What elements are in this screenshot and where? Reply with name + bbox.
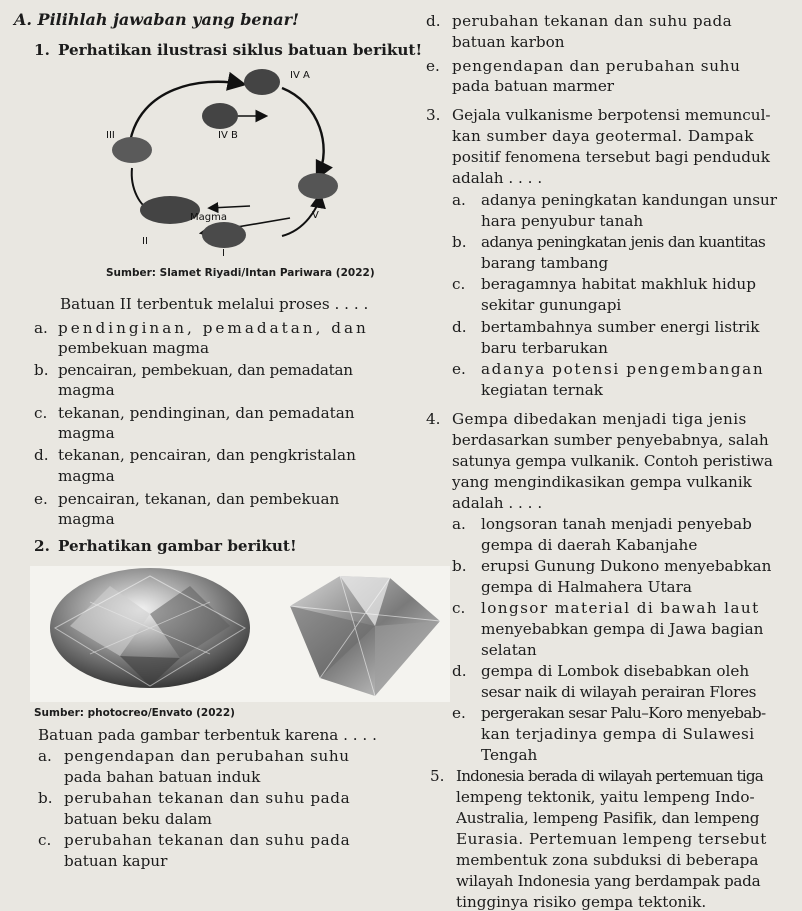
q2-option-b-line2[interactable]: batuan beku dalam — [64, 810, 212, 828]
q1-option-b-line2[interactable]: magma — [58, 381, 115, 399]
arrow-magma — [210, 206, 250, 208]
gem-photo — [30, 566, 450, 702]
q1-option-e-letter[interactable]: e. — [34, 490, 48, 508]
q4-stem-line2: berdasarkan sumber penyebabnya, salah — [452, 431, 769, 449]
q2-option-e-line1[interactable]: pengendapan dan perubahan suhu — [452, 57, 741, 75]
q3-option-a-line2[interactable]: hara penyubur tanah — [481, 212, 644, 230]
q1-option-d-line1[interactable]: tekanan, pencairan, dan pengkristalan — [58, 446, 356, 464]
q4-option-c-letter[interactable]: c. — [452, 599, 466, 617]
q4-option-b-letter[interactable]: b. — [452, 557, 467, 575]
q4-option-d-line2[interactable]: sesar naik di wilayah perairan Flores — [481, 683, 757, 701]
q3-option-d-line2[interactable]: baru terbarukan — [481, 339, 608, 357]
q1-number: 1. — [34, 41, 50, 59]
q4-option-c-line1[interactable]: longsor material di bawah laut — [481, 599, 760, 617]
q5-stem-line6: wilayah Indonesia yang berdampak pada — [456, 872, 761, 890]
q4-stem-line3: satunya gempa vulkanik. Contoh peristiwa — [452, 452, 773, 470]
q3-option-c-line2[interactable]: sekitar gunungapi — [481, 296, 622, 314]
q3-option-b-line2[interactable]: barang tambang — [481, 254, 609, 272]
q5-stem-line3: Australia, lempeng Pasifik, dan lempeng — [456, 809, 760, 827]
q3-stem-line4: adalah . . . . — [452, 169, 543, 187]
section-heading: A. Pilihlah jawaban yang benar! — [14, 10, 300, 29]
label-iii: III — [106, 130, 115, 141]
label-ivb: IV B — [218, 130, 238, 141]
q1-option-e-line2[interactable]: magma — [58, 510, 115, 528]
q1-option-e-line1[interactable]: pencairan, tekanan, dan pembekuan — [58, 490, 340, 508]
q2-option-a-letter[interactable]: a. — [38, 747, 52, 765]
q2-option-d-letter[interactable]: d. — [426, 12, 441, 30]
q5-number: 5. — [430, 767, 445, 785]
node-ivb — [202, 103, 238, 129]
q1-option-a-letter[interactable]: a. — [34, 319, 48, 337]
q3-option-e-letter[interactable]: e. — [452, 360, 466, 378]
q4-option-e-line1[interactable]: pergerakan sesar Palu–Koro menyebab- — [481, 704, 766, 722]
q4-option-c-line2[interactable]: menyebabkan gempa di Jawa bagian — [481, 620, 764, 638]
q4-option-b-line2[interactable]: gempa di Halmahera Utara — [481, 578, 692, 596]
q2-option-a-line2[interactable]: pada bahan batuan induk — [64, 768, 261, 786]
q4-option-a-line1[interactable]: longsoran tanah menjadi penyebab — [481, 515, 752, 533]
q3-option-e-line1[interactable]: adanya potensi pengembangan — [481, 360, 765, 378]
q2-option-d-line1[interactable]: perubahan tekanan dan suhu pada — [452, 12, 733, 30]
q2-option-e-line2[interactable]: pada batuan marmer — [452, 77, 615, 95]
arrow-iva-to-v — [282, 88, 324, 176]
q3-number: 3. — [426, 106, 441, 124]
q4-option-e-line2[interactable]: kan terjadinya gempa di Sulawesi — [481, 725, 755, 743]
q2-option-b-line1[interactable]: perubahan tekanan dan suhu pada — [64, 789, 351, 807]
node-v — [298, 173, 338, 199]
q2-option-c-line1[interactable]: perubahan tekanan dan suhu pada — [64, 831, 351, 849]
q1-option-d-line2[interactable]: magma — [58, 467, 115, 485]
q2-prompt: Perhatikan gambar berikut! — [58, 537, 297, 555]
node-iva — [244, 69, 280, 95]
q2-source: Sumber: photocreo/Envato (2022) — [34, 707, 235, 719]
q3-option-c-line1[interactable]: beragamnya habitat makhluk hidup — [481, 275, 756, 293]
q1-option-c-line2[interactable]: magma — [58, 424, 115, 442]
q4-stem-line4: yang mengindikasikan gempa vulkanik — [452, 473, 752, 491]
label-i: I — [222, 248, 225, 259]
q2-option-d-line2[interactable]: batuan karbon — [452, 33, 565, 51]
label-magma: Magma — [190, 212, 227, 223]
q5-stem-line7: tingginya risiko gempa tektonik. — [456, 893, 707, 911]
q5-stem-line2: lempeng tektonik, yaitu lempeng Indo- — [456, 788, 755, 806]
q3-option-e-line2[interactable]: kegiatan ternak — [481, 381, 603, 399]
q4-option-c-line3[interactable]: selatan — [481, 641, 537, 659]
q5-stem-line4: Eurasia. Pertemuan lempeng tersebut — [456, 830, 767, 848]
q2-option-c-letter[interactable]: c. — [38, 831, 52, 849]
q1-source: Sumber: Slamet Riyadi/Intan Pariwara (2022) — [106, 267, 375, 279]
q4-number: 4. — [426, 410, 441, 428]
q3-option-b-letter[interactable]: b. — [452, 233, 467, 251]
q2-number: 2. — [34, 537, 50, 555]
q5-stem-line1: Indonesia berada di wilayah pertemuan tiga — [456, 767, 764, 785]
q2-option-b-letter[interactable]: b. — [38, 789, 53, 807]
q3-stem-line2: kan sumber daya geotermal. Dampak — [452, 127, 754, 145]
q1-option-d-letter[interactable]: d. — [34, 446, 49, 464]
q2-option-c-line2[interactable]: batuan kapur — [64, 852, 168, 870]
q4-option-d-line1[interactable]: gempa di Lombok disebabkan oleh — [481, 662, 750, 680]
q4-option-b-line1[interactable]: erupsi Gunung Dukono menyebabkan — [481, 557, 772, 575]
q5-stem-line5: membentuk zona subduksi di beberapa — [456, 851, 759, 869]
q3-stem-line1: Gejala vulkanisme berpotensi memuncul- — [452, 106, 771, 124]
q1-stem: Batuan II terbentuk melalui proses . . . . — [60, 295, 369, 313]
q3-stem-line3: positif fenomena tersebut bagi penduduk — [452, 148, 770, 166]
q3-option-d-line1[interactable]: bertambahnya sumber energi listrik — [481, 318, 760, 336]
q4-option-d-letter[interactable]: d. — [452, 662, 467, 680]
label-v: V — [312, 210, 319, 221]
q4-option-a-line2[interactable]: gempa di daerah Kabanjahe — [481, 536, 698, 554]
rock-cycle-diagram — [100, 58, 350, 260]
q4-stem-line5: adalah . . . . — [452, 494, 543, 512]
q1-option-a-line2[interactable]: pembekuan magma — [58, 339, 210, 357]
q3-option-d-letter[interactable]: d. — [452, 318, 467, 336]
diamond-left — [50, 568, 250, 688]
node-iii — [112, 137, 152, 163]
label-iva: IV A — [290, 70, 310, 81]
q4-option-a-letter[interactable]: a. — [452, 515, 466, 533]
node-i — [202, 222, 246, 248]
q1-option-a-line1[interactable]: pendinginan, pemadatan, dan — [58, 319, 369, 337]
q3-option-b-line1[interactable]: adanya peningkatan jenis dan kuantitas — [481, 233, 766, 251]
q4-option-e-letter[interactable]: e. — [452, 704, 466, 722]
q2-stem: Batuan pada gambar terbentuk karena . . . . — [38, 726, 377, 744]
q3-option-a-line1[interactable]: adanya peningkatan kandungan unsur — [481, 191, 778, 209]
q3-option-a-letter[interactable]: a. — [452, 191, 466, 209]
q1-option-b-letter[interactable]: b. — [34, 361, 49, 379]
q1-option-c-letter[interactable]: c. — [34, 404, 48, 422]
q4-option-e-line3[interactable]: Tengah — [481, 746, 538, 764]
q3-option-c-letter[interactable]: c. — [452, 275, 466, 293]
q2-option-a-line1[interactable]: pengendapan dan perubahan suhu — [64, 747, 350, 765]
q2-option-e-letter[interactable]: e. — [426, 57, 440, 75]
q1-option-b-line1[interactable]: pencairan, pembekuan, dan pemadatan — [58, 361, 353, 379]
q4-stem-line1: Gempa dibedakan menjadi tiga jenis — [452, 410, 747, 428]
label-ii: II — [142, 236, 148, 247]
q1-option-c-line1[interactable]: tekanan, pendinginan, dan pemadatan — [58, 404, 355, 422]
q1-prompt: Perhatikan ilustrasi siklus batuan berikut! — [58, 41, 423, 59]
